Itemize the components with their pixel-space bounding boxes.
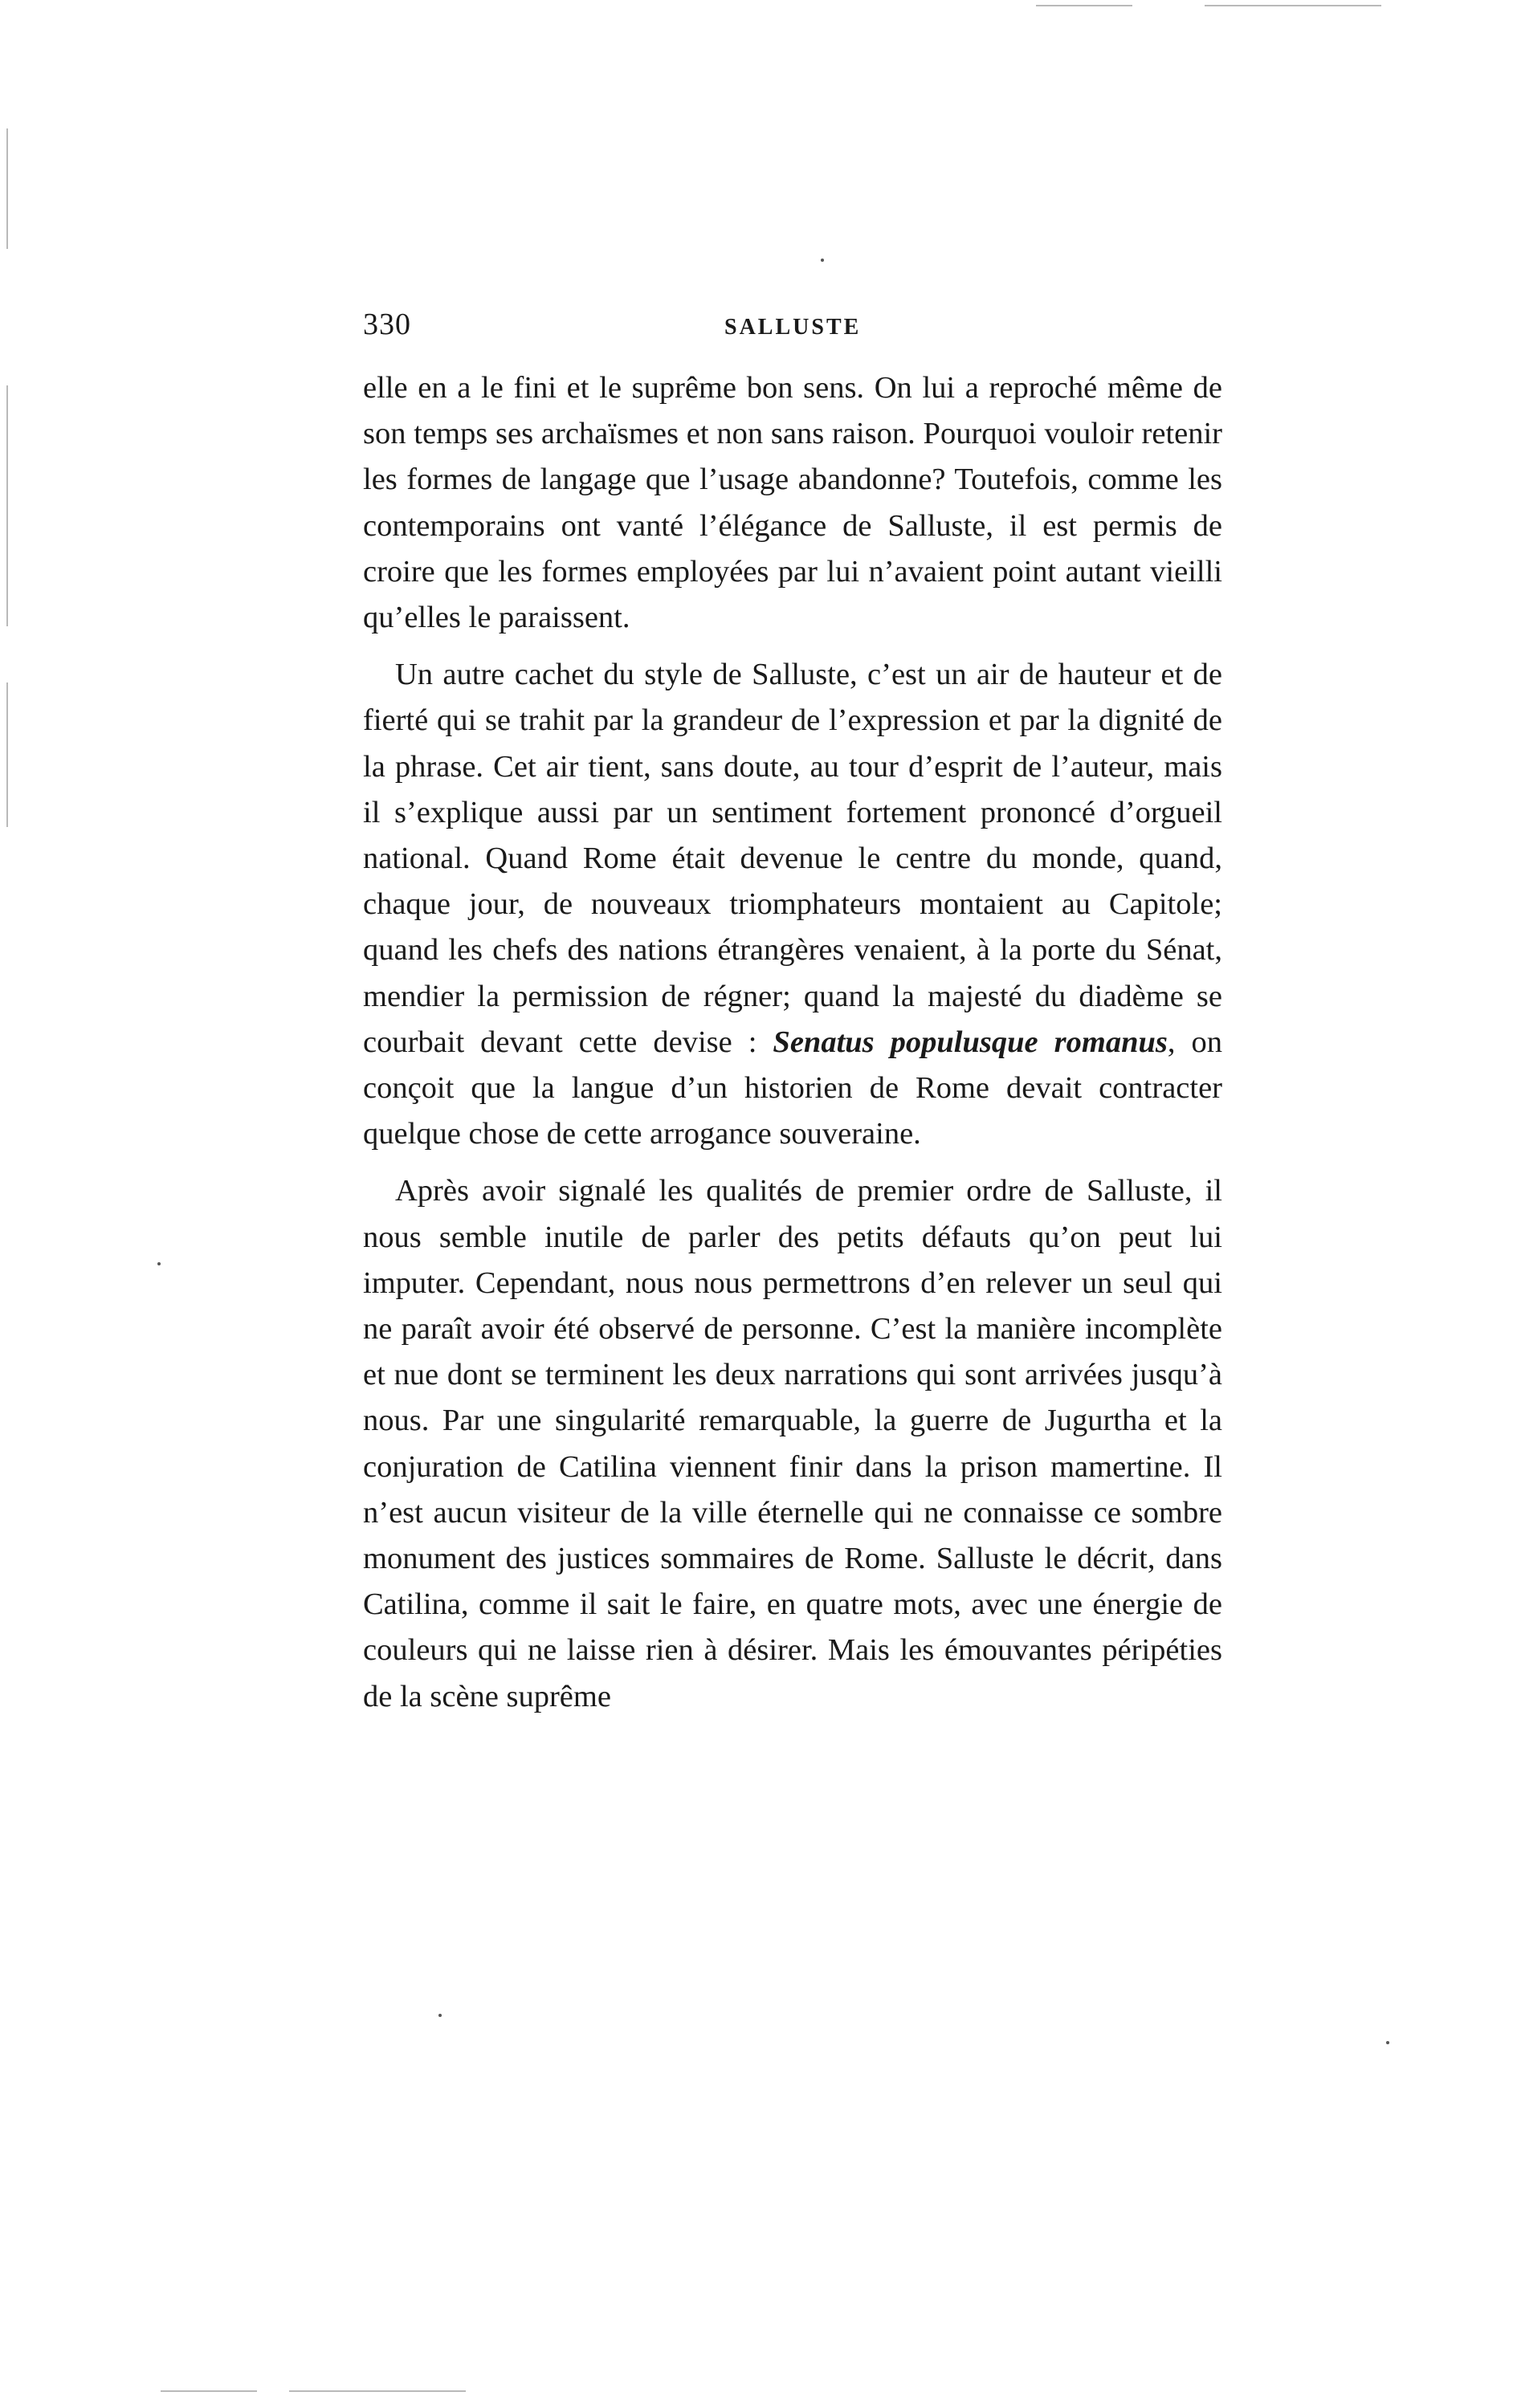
paper-speck: [157, 1262, 161, 1265]
paragraph-style-hauteur: [363, 652, 1222, 1157]
scan-edge-mark: [6, 682, 8, 827]
page-number: 330: [363, 308, 411, 341]
paragraph-continuation: elle en a le fini et le suprême bon sens. On lui a reproché même de son temps ses archaïsmes et non sans raison. Pourquoi vouloir retenir les formes de langage que l’usage abandonne? Toutefois, comme les contemporains ont vanté l’élégance de Salluste, il est permis de croire que les formes employées par lui n’avaient point autant vieilli qu’elles le paraissent.: [363, 371, 1222, 635]
body-text: [363, 365, 1222, 1720]
page-header: [363, 307, 1214, 355]
scan-edge-mark: [161, 2390, 257, 2392]
paragraph-defaut: Après avoir signalé les qualités de premier ordre de Salluste, il nous semble inutile de parler des petits défauts qu’on peut lui imputer. Cependant, nous nous permettrons d’en relever un seul qui ne paraît avoir été observé de personne. C’est la manière incomplète et nue dont se terminent les deux narrations qui sont arrivées jusqu’à nous. Par une singularité remarquable, la guerre de Jugurtha et la conjuration de Catilina viennent finir dans la prison mamertine. Il n’est aucun visiteur de la ville éternelle qui ne connaisse ce sombre monument des justices sommaires de Rome. Salluste le décrit, dans Catilina, comme il sait le faire, en quatre mots, avec une énergie de couleurs qui ne laisse rien à désirer. Mais les émouvantes péripéties de la scène suprême: [363, 1174, 1222, 1713]
latin-motto: Senatus populusque romanus: [773, 1025, 1168, 1059]
paper-speck: [438, 2014, 442, 2017]
scan-edge-mark: [1205, 5, 1381, 6]
scan-edge-mark: [289, 2390, 466, 2392]
paragraph-text-after-motto: , on conçoit que la langue d’un historien de Rome devait contracter quelque chose de cette arrogance souveraine.: [363, 1025, 1222, 1151]
scan-edge-mark: [1036, 5, 1132, 6]
paper-speck: [821, 259, 824, 262]
scan-edge-mark: [6, 385, 8, 626]
scan-edge-mark: [6, 128, 8, 249]
paper-speck: [1386, 2041, 1389, 2044]
paragraph-text-before-motto: Un autre cachet du style de Salluste, c’est un air de hauteur et de fierté qui se trahit par la grandeur de l’expression et par la dignité de la phrase. Cet air tient, sans doute, au tour d’esprit de l’auteur, mais il s’explique aussi par un sentiment fortement prononcé d’orgueil national. Quand Rome était devenue le centre du monde, quand, chaque jour, de nouveaux triomphateurs montaient au Capitole; quand les chefs des nations étrangères venaient, à la porte du Sénat, mendier la permission de régner; quand la majesté du diadème se courbait devant cette devise :: [363, 658, 1222, 1059]
running-title: SALLUSTE: [724, 315, 862, 340]
